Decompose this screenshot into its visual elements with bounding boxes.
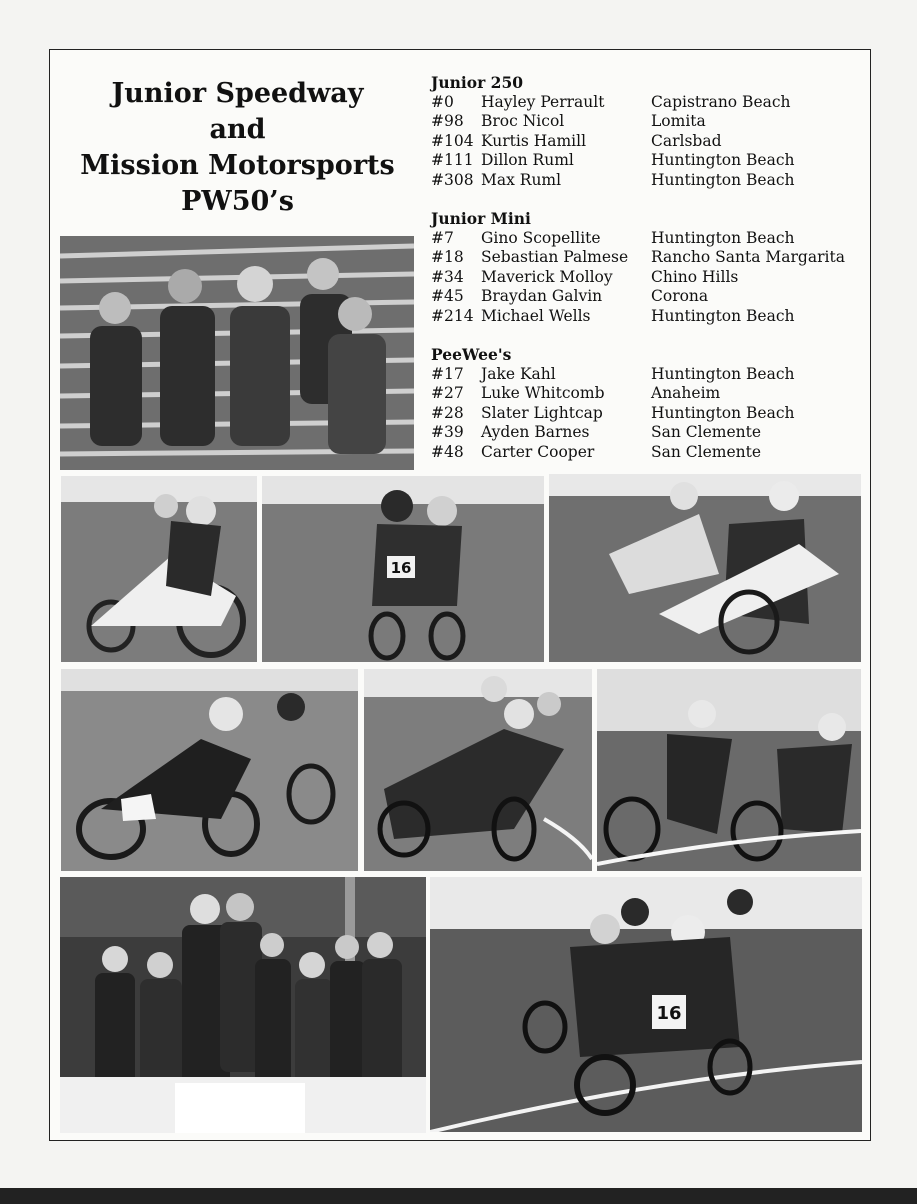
rider-row <box>431 307 861 327</box>
rider-name: Slater Lightcap <box>481 403 603 422</box>
rider-row <box>431 287 861 307</box>
rider-name: Sebastian Palmese <box>481 248 629 266</box>
rider-row <box>431 248 861 268</box>
rider-roster <box>431 73 861 481</box>
rider-name: Kurtis Hamill <box>481 131 587 150</box>
rider-name: Luke Whitcomb <box>481 384 605 402</box>
rider-name: Broc Nicol <box>481 112 565 130</box>
action-photo-3 <box>549 474 861 662</box>
rider-name: Gino Scopellite <box>481 228 601 247</box>
bike-number-label-2: 16 <box>656 1003 682 1024</box>
race-start-photo <box>430 877 862 1132</box>
rider-city: Anaheim <box>651 384 721 402</box>
group-photo-grandstand <box>60 236 414 470</box>
rider-number: #28 <box>431 403 464 422</box>
rider-name: Dillon Ruml <box>481 151 574 169</box>
rider-number: #17 <box>431 364 464 383</box>
rider-row <box>431 384 861 404</box>
rider-number: #48 <box>431 442 464 461</box>
group-peewees <box>431 345 861 462</box>
rider-city: Huntington Beach <box>651 228 795 247</box>
group-junior-mini <box>431 209 861 326</box>
rider-name: Maverick Molloy <box>481 267 613 286</box>
rider-city: Huntington Beach <box>651 306 795 325</box>
rider-row <box>431 365 861 385</box>
rider-city: Corona <box>651 287 709 305</box>
rider-number: #34 <box>431 267 464 286</box>
rider-row <box>431 423 861 443</box>
title-line-2: and <box>209 114 266 145</box>
scan-edge <box>0 1188 917 1204</box>
rider-name: Ayden Barnes <box>481 423 590 441</box>
rider-city: Capistrano Beach <box>651 92 791 111</box>
rider-row <box>431 151 861 171</box>
rider-row <box>431 112 861 132</box>
group-title: Junior 250 <box>431 73 524 92</box>
group-title: PeeWee's <box>431 345 512 364</box>
rider-name: Max Ruml <box>481 170 562 189</box>
title-line-1: Junior Speedway <box>111 78 364 109</box>
rider-number: #7 <box>431 228 454 247</box>
action-photo-6 <box>597 669 861 871</box>
rider-number: #111 <box>431 151 474 169</box>
rider-row <box>431 229 861 249</box>
rider-number: #18 <box>431 248 464 266</box>
rider-number: #39 <box>431 423 464 441</box>
podium-photo <box>60 877 426 1133</box>
rider-city: Chino Hills <box>651 267 739 286</box>
rider-number: #308 <box>431 170 474 189</box>
action-photo-5 <box>364 669 592 871</box>
page-title <box>60 76 415 220</box>
rider-city: Huntington Beach <box>651 364 795 383</box>
rider-row <box>431 443 861 463</box>
rider-city: Huntington Beach <box>651 403 795 422</box>
rider-city: Huntington Beach <box>651 151 795 169</box>
rider-city: Lomita <box>651 112 706 130</box>
action-photo-4 <box>61 669 358 871</box>
rider-name: Hayley Perrault <box>481 92 605 111</box>
group-junior-250 <box>431 73 861 190</box>
rider-row <box>431 404 861 424</box>
rider-city: San Clemente <box>651 423 762 441</box>
rider-number: #214 <box>431 306 474 325</box>
rider-row <box>431 132 861 152</box>
rider-name: Michael Wells <box>481 306 591 325</box>
rider-name: Braydan Galvin <box>481 287 603 305</box>
rider-row <box>431 171 861 191</box>
rider-number: #98 <box>431 112 464 130</box>
rider-number: #0 <box>431 92 454 111</box>
title-line-3: Mission Motorsports <box>80 150 395 181</box>
action-photo-2 <box>262 476 544 662</box>
rider-name: Jake Kahl <box>481 364 556 383</box>
rider-number: #104 <box>431 131 474 150</box>
rider-name: Carter Cooper <box>481 442 595 461</box>
action-photo-1 <box>61 476 257 662</box>
rider-row <box>431 93 861 113</box>
rider-city: San Clemente <box>651 442 762 461</box>
rider-city: Huntington Beach <box>651 170 795 189</box>
rider-city: Rancho Santa Margarita <box>651 248 845 266</box>
bike-number-label: 16 <box>390 559 412 577</box>
rider-row <box>431 268 861 288</box>
title-line-4: PW50’s <box>181 186 294 217</box>
group-title: Junior Mini <box>431 209 531 228</box>
rider-number: #45 <box>431 287 464 305</box>
rider-city: Carlsbad <box>651 131 722 150</box>
rider-number: #27 <box>431 384 464 402</box>
